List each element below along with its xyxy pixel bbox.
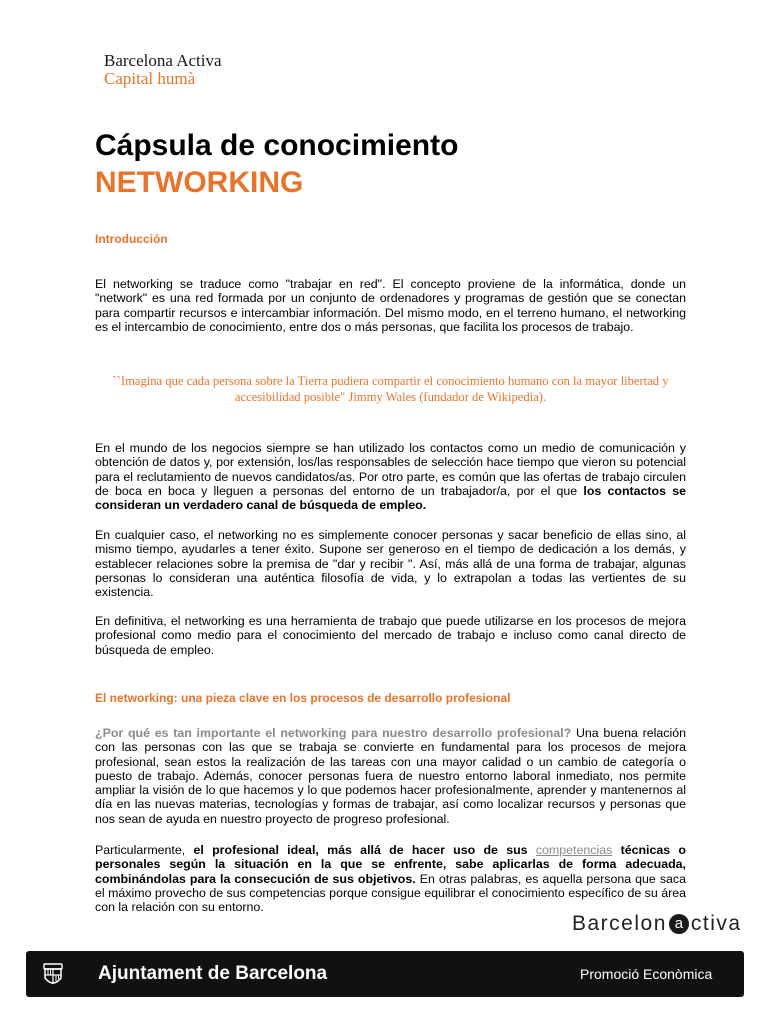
paragraph-why-important <box>95 726 686 826</box>
paragraph-ideal-professional <box>95 843 686 914</box>
footer-department: Promoció Econòmica <box>580 966 713 982</box>
footer-city-name: Ajuntament de Barcelona <box>98 963 328 984</box>
paragraph-business-text: En el mundo de los negocios siempre se han utilizado los contactos como un medio de comunicación y obtención de datos y, por extensión, los/las responsables de selección hace tiempo que vieron su potencial para el reclutamiento de nuevos candidatos/as. Por otro parte, es común que las ofertas de trabajo circulen de boca en boca y lleguen a personas del entorno de un trabajador/a, por el que <box>95 441 686 498</box>
city-emblem-icon <box>36 957 70 991</box>
footer-bar <box>26 951 744 997</box>
ideal-rest: En otras palabras, es aquella persona que saca el máximo provecho de sus competencias porque consigue equilibrar el conocimiento específico de su área con la relación con su entorno. <box>95 871 686 915</box>
page-subtitle: NETWORKING <box>95 166 304 199</box>
section-heading-introduccion: Introducción <box>95 232 168 246</box>
barcelona-activa-logo <box>104 52 222 88</box>
quote-jimmy-wales: ``Imagina que cada persona sobre la Tierra pudiera compartir el conocimiento humano con la mayor libertad y accesibilidad posible" Jimmy Wales (fundador de Wikipedia). <box>112 374 669 404</box>
page-title: Cápsula de conocimiento <box>95 129 459 162</box>
competencias-link[interactable]: competencias <box>535 843 613 857</box>
barcelona-activa-wordmark <box>572 912 742 936</box>
wordmark-a-circle: a <box>669 914 689 934</box>
paragraph-business-bold: los contactos se consideran un verdadero canal de búsqueda de empleo. <box>95 483 686 513</box>
paragraph-conclusion: En definitiva, el networking es una herramienta de trabajo que puede utilizarse en los procesos de mejora profesional como medio para el conocimiento del mercado de trabajo e incluso como canal directo de búsqueda de empleo. <box>95 614 686 657</box>
section-heading-pieza-clave: El networking: una pieza clave en los procesos de desarrollo profesional <box>95 691 511 705</box>
paragraph-intro: El networking se traduce como "trabajar en red". El concepto proviene de la informática, donde un "network" es una red formada por un conjunto de ordenadores y programas de gestión que se conectan para compartir recursos e intercambiar información. Del mismo modo, en el terreno humano, el networking es el intercambio de conocimiento, entre dos o más personas, que facilita los procesos de trabajo. <box>95 277 686 334</box>
ideal-bold-1: el profesional ideal, más allá de hacer uso de sus <box>193 843 536 857</box>
wordmark-part1: Barcelon <box>572 912 667 935</box>
logo-line2: Capital humà <box>104 69 196 88</box>
question-text: ¿Por qué es tan importante el networking para nuestro desarrollo profesional? <box>95 726 572 740</box>
ideal-bold-2: técnicas o personales según la situación en la que se enfrente, sabe aplicarlas de forma adecuada, combinándolas para la consecución de sus objetivos. <box>95 843 687 886</box>
ideal-intro: Particularmente, <box>95 843 194 857</box>
paragraph-why-text: Una buena relación con las personas con las que se trabaja se convierte en fundamental para los procesos de mejora profesional, sean estos la realización de las tareas con una mayor calidad o un cambio de categoría o puesto de trabajo. Además, conocer personas fuera de nuestro entorno laboral inmediato, nos permite ampliar la visión de lo que hacemos y lo que podemos hacer profesionalmente, aprender y mantenernos al día en las nuevas materias, tecnologías y formas de trabajar, así como localizar recursos y personas que nos sean de ayuda en nuestro proyecto de progreso profesional. <box>95 726 687 826</box>
paragraph-business <box>95 441 686 512</box>
logo-line1: Barcelona Activa <box>104 51 222 70</box>
paragraph-generosity: En cualquier caso, el networking no es simplemente conocer personas y sacar beneficio de ellas sino, al mismo tiempo, ayudarles a tener éxito. Supone ser generoso en el tiempo de dedicación a los demás, y establecer relaciones sobre la premisa de "dar y recibir ". Así, más allá de una forma de trabajar, algunas personas lo consideran una auténtica filosofía de vida, y lo extrapolan a todas las vertientes de su existencia. <box>95 528 686 600</box>
wordmark-part2: ctiva <box>690 912 742 935</box>
